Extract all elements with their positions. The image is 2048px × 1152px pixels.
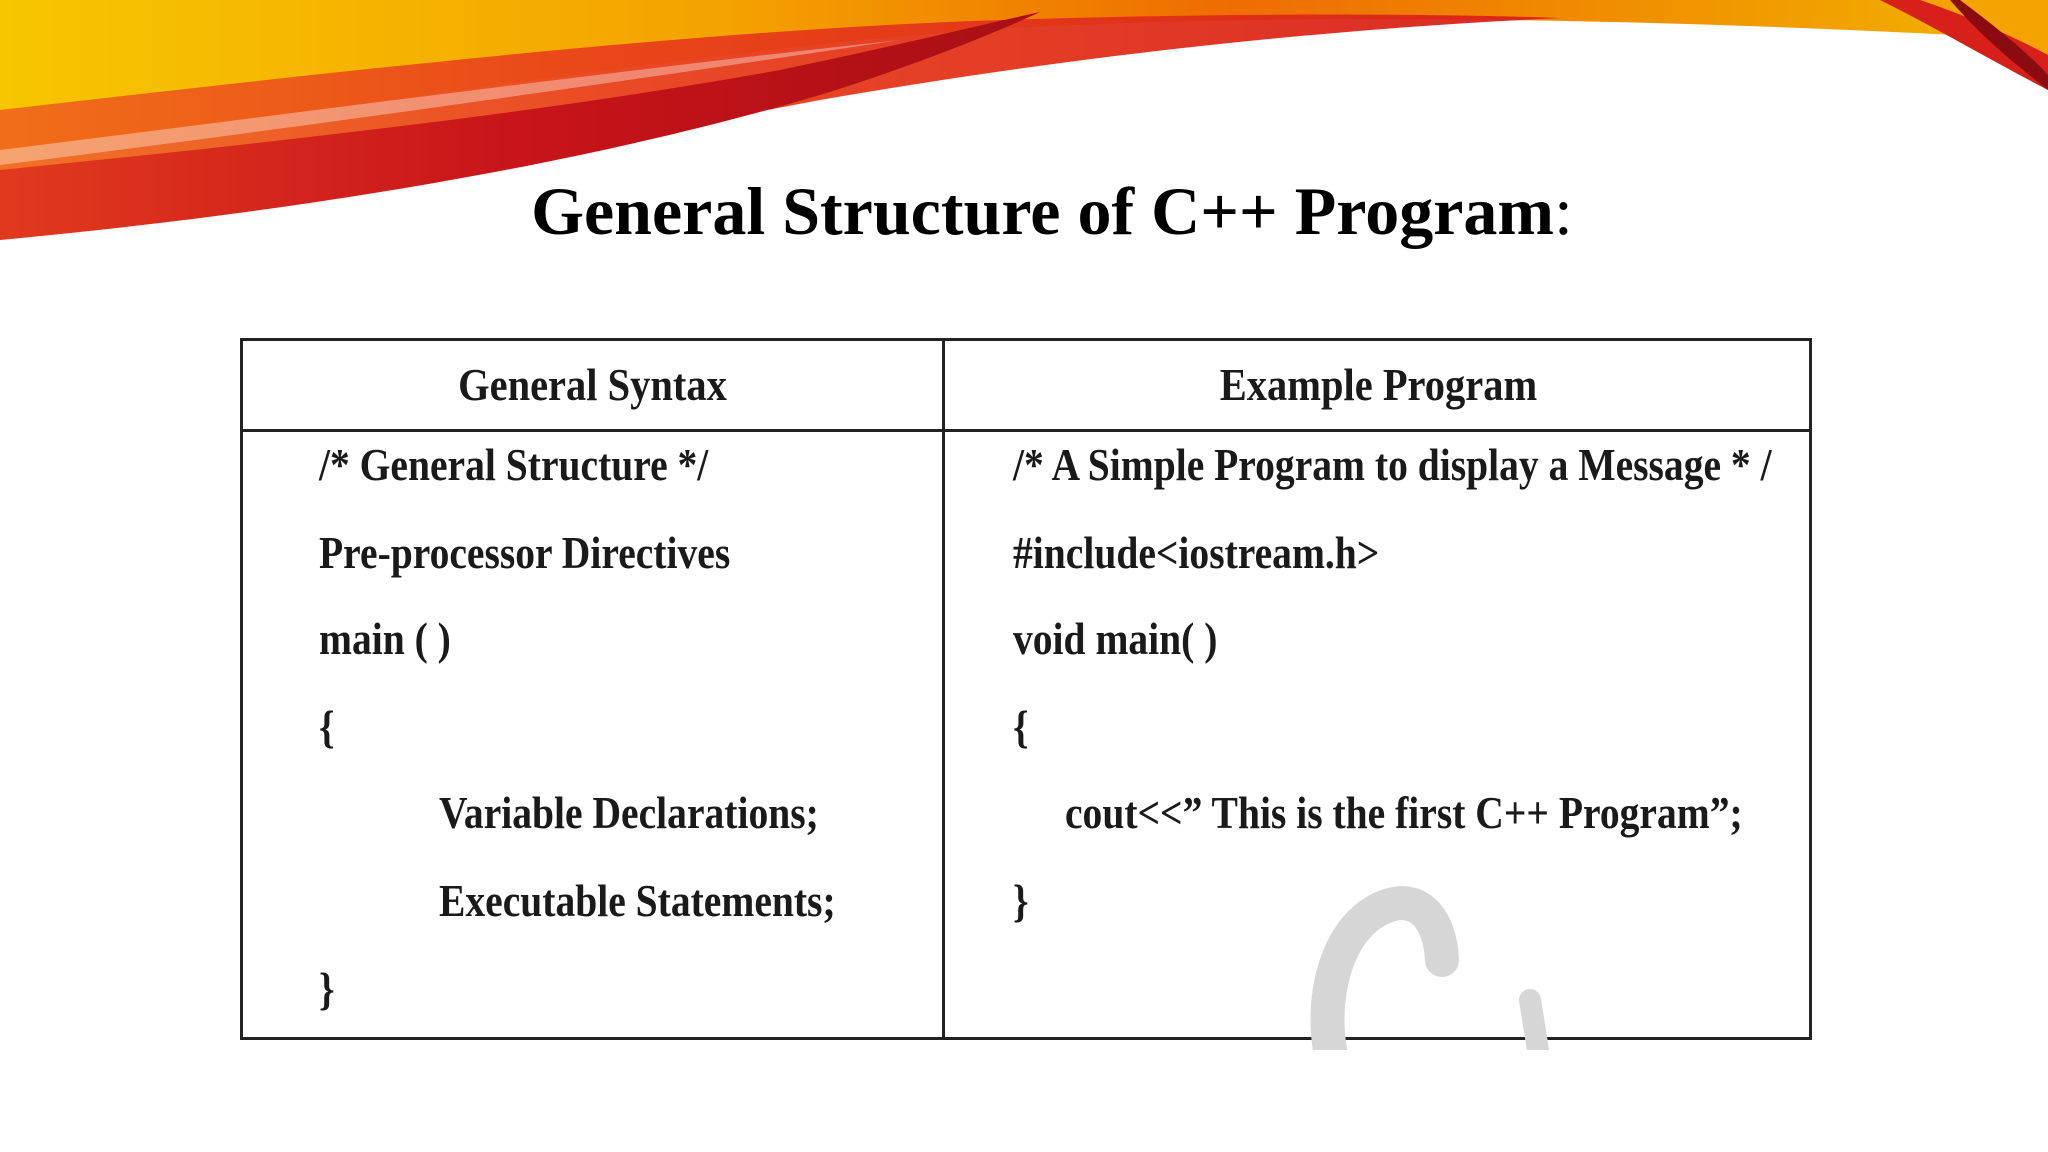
slide-title xyxy=(0,172,2048,251)
header-divider xyxy=(243,429,1809,432)
watermark-logo xyxy=(1310,880,1570,1050)
example-line-close-brace: } xyxy=(1013,875,1029,926)
example-line-include: #include<iostream.h> xyxy=(1013,527,1380,578)
slide-title-colon: : xyxy=(1554,173,1573,249)
syntax-line-variable-declarations: Variable Declarations; xyxy=(439,787,819,838)
syntax-table xyxy=(240,338,1812,1040)
syntax-line-comment: /* General Structure */ xyxy=(319,439,709,490)
syntax-line-main: main ( ) xyxy=(319,613,451,664)
syntax-line-open-brace: { xyxy=(319,701,335,752)
example-line-cout: cout<<” This is the first C++ Program”; xyxy=(1065,787,1743,838)
example-line-void-main: void main( ) xyxy=(1013,613,1218,664)
syntax-line-executable-statements: Executable Statements; xyxy=(439,875,836,926)
syntax-line-preprocessor: Pre-processor Directives xyxy=(319,527,731,578)
example-line-comment: /* A Simple Program to display a Message * / xyxy=(1013,439,1772,490)
syntax-line-close-brace: } xyxy=(319,963,335,1014)
column-divider xyxy=(942,341,945,1037)
slide-title-text: General Structure of C++ Program xyxy=(531,173,1555,249)
header-general-syntax: General Syntax xyxy=(458,359,727,410)
example-line-open-brace: { xyxy=(1013,701,1029,752)
header-example-program: Example Program xyxy=(1219,359,1538,410)
